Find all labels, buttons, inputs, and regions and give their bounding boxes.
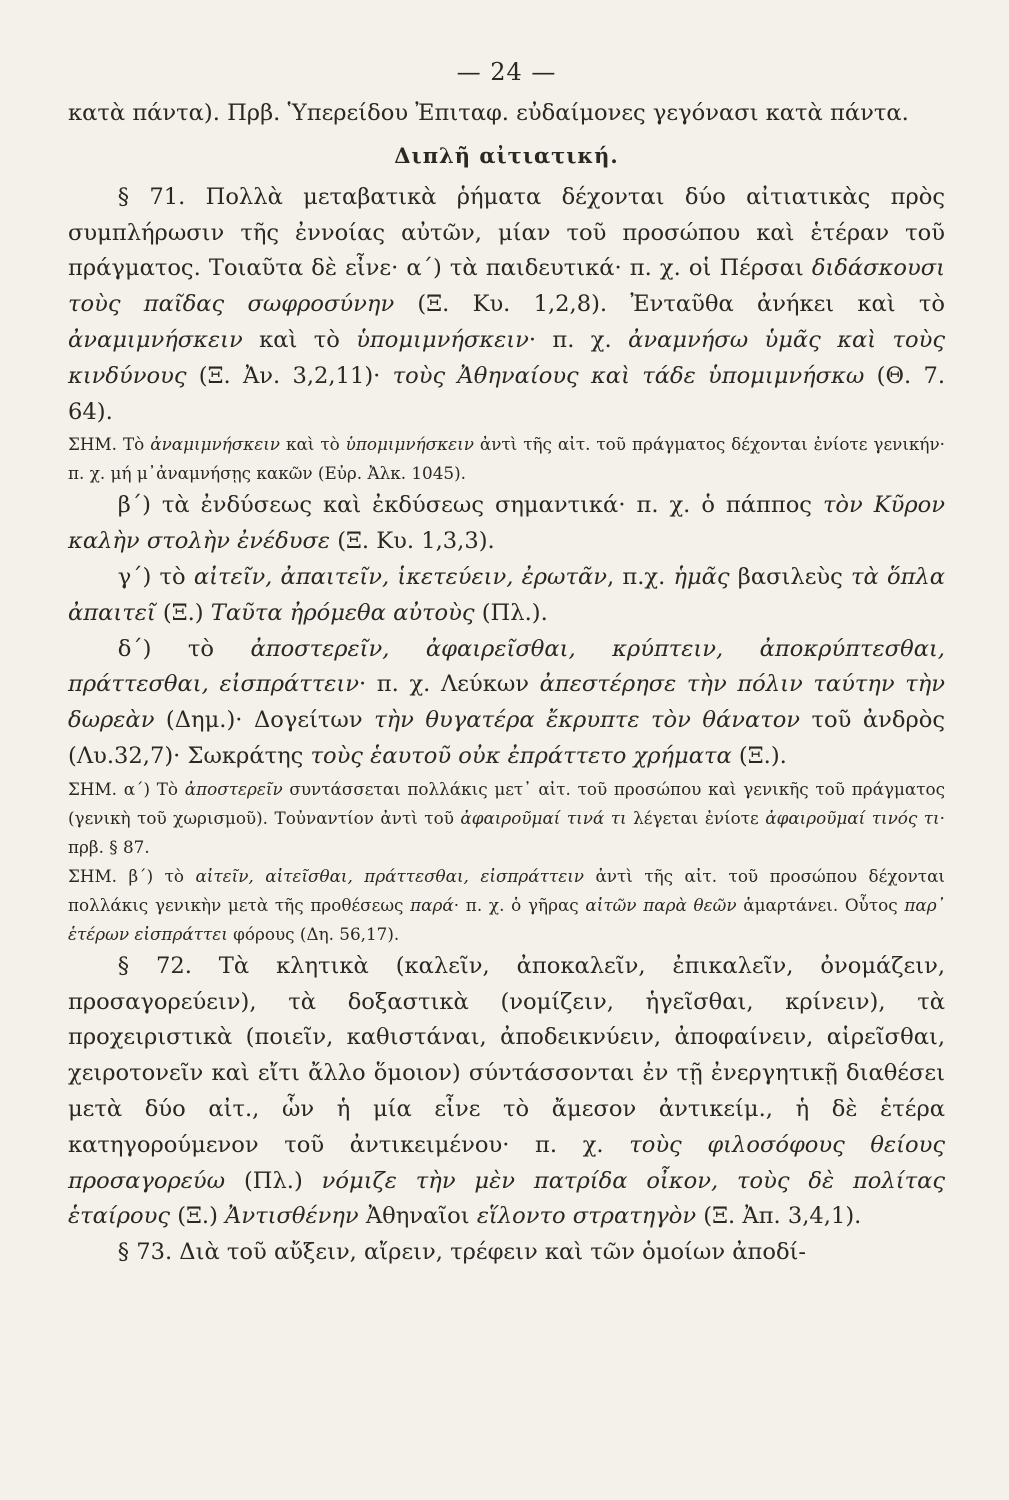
italic-text: ἀναμνήσω ὑμᾶς καὶ τοὺς κινδύνους <box>68 326 945 389</box>
note-paragraph <box>68 775 945 862</box>
italic-text: νόμιζε τὴν μὲν πατρίδα οἶκον, τοὺς δὲ πολίτας ἑταίρους <box>68 1167 945 1230</box>
paragraph <box>68 1235 945 1271</box>
italic-text: αἰτῶν παρὰ θεῶν <box>585 894 737 915</box>
italic-text: παρά <box>410 894 454 915</box>
text: · πρβ. § 87. <box>68 807 945 857</box>
text: § 71. Πολλὰ μεταβατικὰ ῥήματα δέχονται δύο αἰτιατικὰς πρὸς συμπλήρωσιν τῆς ἐννοίας αὐτῶν, μίαν τοῦ προσώπου καὶ ἑτέραν τοῦ πράγματος. Τοιαῦτα δὲ εἶνε· α΄) τὰ παιδευτικά· π. χ. οἱ Πέρσαι <box>68 183 945 282</box>
paragraph <box>68 560 945 632</box>
text: , π.χ. <box>606 563 674 590</box>
italic-text: διδάσκουσι τοὺς παῖδας σωφροσύνην <box>68 255 945 318</box>
text: (Πλ.) <box>225 1167 322 1194</box>
italic-text: αἰτεῖν, ἀπαιτεῖν, ἱκετεύειν, ἐρωτᾶν <box>193 563 607 590</box>
text: · π. χ. ὁ γῆρας <box>453 894 586 915</box>
text: Ἀθηναῖοι <box>358 1203 477 1230</box>
text: (Ξ.) <box>170 1203 226 1230</box>
text: (Ξ. Κυ. 1,3,3). <box>330 528 495 555</box>
italic-text: ἡμᾶς <box>673 563 730 590</box>
text: ἀντὶ τῆς αἰτ. τοῦ πράγματος δέχονται ἐνίοτε γενικήν· π. χ. μή μ᾽ἀναμνήσῃς κακῶν (Εὐρ. Ἀλκ. 1045). <box>68 434 946 484</box>
note-paragraph <box>68 862 945 949</box>
text: δ΄) τὸ <box>117 635 251 662</box>
text: (Ξ.) <box>155 599 211 626</box>
text: γ΄) τὸ <box>117 563 194 590</box>
text: ἁμαρτάνει. Οὗτος <box>736 894 905 915</box>
text: ἀντὶ τῆς αἰτ. τοῦ προσώπου δέχονται πολλάκις γενικὴν μετὰ τῆς προθέσεως <box>68 865 945 915</box>
text: λέγεται ἐνίοτε <box>626 807 766 828</box>
italic-text: παρ᾽ ἑτέρων εἰσπράττει <box>68 894 946 944</box>
text: · π. χ. Λεύκων <box>358 671 540 698</box>
italic-text: Ἀντισθένην <box>225 1203 359 1230</box>
italic-text: αἰτεῖν, αἰτεῖσθαι, πράττεσθαι, εἰσπράττειν <box>195 865 584 886</box>
text: φόρους (Δη. 56,17). <box>227 923 400 944</box>
italic-text: τὰ ὅπλα ἀπαιτεῖ <box>68 563 945 626</box>
paragraph <box>68 180 945 431</box>
italic-text: τοὺς ἑαυτοῦ οὐκ ἐπράττετο χρήματα <box>310 742 732 769</box>
text: (Ξ.). <box>731 742 787 769</box>
italic-text: εἵλοντο στρατηγὸν <box>476 1203 697 1230</box>
text: (Θ. 7. 64). <box>68 362 945 425</box>
italic-text: τοὺς Ἀθηναίους καὶ τάδε ὑπομιμνήσκω <box>392 362 865 389</box>
paragraph <box>68 632 945 775</box>
text: καὶ τὸ <box>242 326 357 353</box>
text: ΣΗΜ. Τὸ <box>68 434 151 455</box>
paragraph <box>68 949 945 1235</box>
italic-text: ἀπεστέρησε τὴν πόλιν ταύτην τὴν δωρεὰν <box>68 671 945 734</box>
page-number: — 24 — <box>456 58 557 86</box>
text: κατὰ πάντα). Πρβ. Ὑπερείδου Ἐπιταφ. εὐδαίμονες γεγόνασι κατὰ πάντα. <box>68 100 909 126</box>
text: τοῦ ἀνδρὸς (Λυ.32,7)· Σωκράτης <box>68 707 945 769</box>
italic-text: τὴν θυγατέρα ἔκρυπτε τὸν θάνατον <box>374 707 801 734</box>
italic-text: ὑπομιμνήσκειν <box>345 434 474 455</box>
text: · π. χ. <box>528 326 629 353</box>
italic-text: ἀφαιροῦμαί τινός τι <box>765 807 940 828</box>
italic-text: Ταῦτα ἠρόμεθα αὐτοὺς <box>210 599 475 626</box>
italic-text: ἀποστερεῖν, ἀφαιρεῖσθαι, κρύπτειν, ἀποκρύπτεσθαι, πράττεσθαι, εἰσπράττειν <box>68 635 945 698</box>
italic-text: τὸν Κῦρον καλὴν στολὴν ἐνέδυσε <box>68 492 945 555</box>
text: ΣΗΜ. β΄) τὸ <box>68 865 196 886</box>
section-heading <box>68 138 945 174</box>
italic-text: ἀναμιμνήσκειν <box>150 434 280 455</box>
page-content <box>68 96 945 1271</box>
text: § 73. Διὰ τοῦ αὔξειν, αἴρειν, τρέφειν καὶ τῶν ὁμοίων ἀποδί- <box>117 1239 807 1266</box>
note-paragraph <box>68 430 945 488</box>
text: ΣΗΜ. α΄) Τὸ <box>68 778 185 799</box>
text: (Ξ. Ἀπ. 3,4,1). <box>696 1203 862 1230</box>
text: συντάσσεται πολλάκις μετ᾽ αἰτ. τοῦ προσώπου καὶ γενικῆς τοῦ πράγματος (γενικὴ τοῦ χωρισμοῦ). Τοὐναντίον ἀντὶ τοῦ <box>68 778 945 828</box>
text: καὶ τὸ <box>280 434 346 455</box>
text: β΄) τὰ ἐνδύσεως καὶ ἐκδύσεως σημαντικά· π. χ. ὁ πάππος <box>117 492 823 519</box>
text: Διπλῆ αἰτιατική. <box>394 142 619 168</box>
text: (Δημ.)· Δογείτων <box>154 707 375 734</box>
text: (Ξ. Κυ. 1,2,8). Ἐνταῦθα ἀνήκει καὶ τὸ <box>394 291 945 318</box>
text: (Πλ.). <box>474 599 548 626</box>
italic-text: ὑπομιμνήσκειν <box>356 326 529 353</box>
text: (Ξ. Ἀν. 3,2,11)· <box>186 362 393 389</box>
italic-text: ἀναμιμνήσκειν <box>68 326 243 353</box>
italic-text: ἀποστερεῖν <box>184 778 283 799</box>
paragraph <box>68 488 945 560</box>
italic-text: ἀφαιροῦμαί τινά τι <box>460 807 627 828</box>
text: βασιλεὺς <box>729 563 852 590</box>
text: § 72. Τὰ κλητικὰ (καλεῖν, ἀποκαλεῖν, ἐπικαλεῖν, ὀνομάζειν, προσαγορεύειν), τὰ δοξαστικὰ (νομίζειν, ἡγεῖσθαι, κρίνειν), τὰ προχειριστικὰ (ποιεῖν, καθιστάναι, ἀποδεικνύειν, ἀποφαίνειν, αἱρεῖσθαι, χειροτονεῖν καὶ εἴτι ἄλλο ὅμοιον) σύντάσσονται ἐν τῇ ἐνεργητικῇ διαθέσει μετὰ δύο αἰτ., ὧν ἡ μία εἶνε τὸ ἄμεσον ἀντικείμ., ἡ δὲ ἑτέρα κατηγορούμενον τοῦ ἀντικειμένου· π. χ. <box>68 952 945 1158</box>
paragraph <box>68 96 945 132</box>
italic-text: τοὺς φιλοσόφους θείους προσαγορεύω <box>68 1131 945 1194</box>
